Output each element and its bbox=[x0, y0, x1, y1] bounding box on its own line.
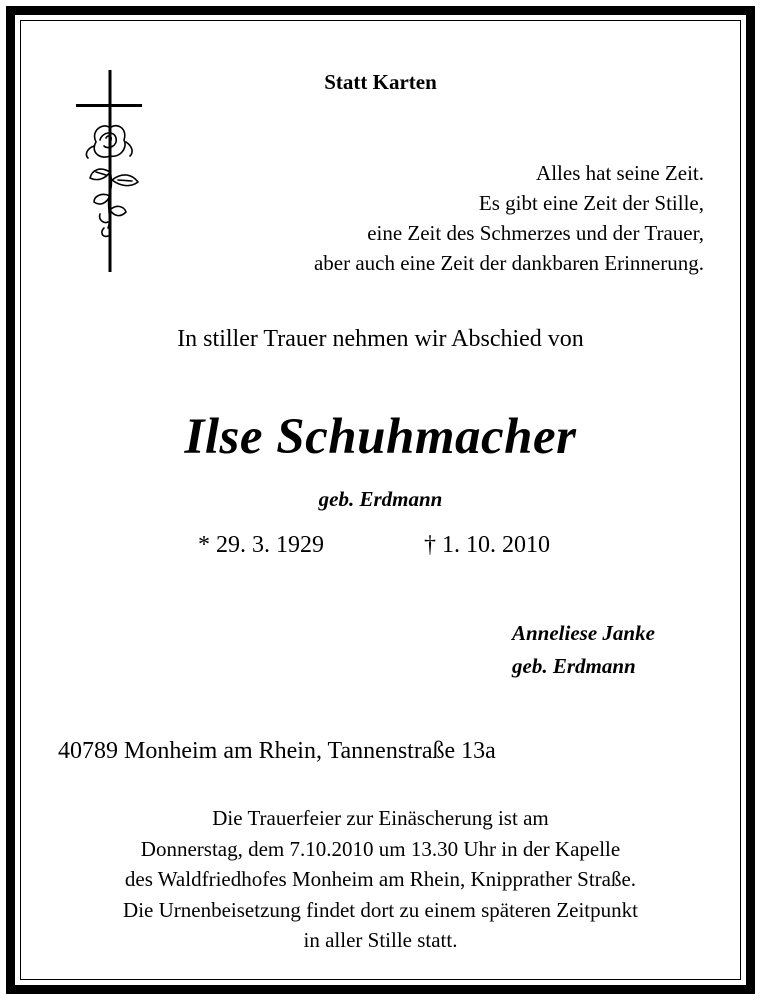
poem-line: Es gibt eine Zeit der Stille, bbox=[478, 191, 704, 215]
ceremony-line: Donnerstag, dem 7.10.2010 um 13.30 Uhr in der Kapelle bbox=[140, 836, 621, 861]
address: 40789 Monheim am Rhein, Tannenstraße 13a bbox=[58, 738, 496, 764]
death-date: † 1. 10. 2010 bbox=[424, 532, 550, 558]
ceremony-line: Die Trauerfeier zur Einäscherung ist am bbox=[212, 806, 549, 830]
mourner-maiden-name: geb. Erdmann bbox=[512, 654, 636, 678]
poem-line: eine Zeit des Schmerzes und der Trauer, bbox=[367, 221, 704, 245]
cross-with-rose-icon bbox=[70, 68, 150, 274]
heading-text: Statt Karten bbox=[324, 70, 437, 94]
maiden-name: geb. Erdmann bbox=[318, 487, 443, 511]
birth-date: * 29. 3. 1929 bbox=[198, 532, 324, 558]
poem-line: aber auch eine Zeit der dankbaren Erinnerung. bbox=[313, 251, 704, 275]
ceremony-info bbox=[0, 803, 761, 956]
poem-line: Alles hat seine Zeit. bbox=[536, 161, 704, 185]
mourner-name: Anneliese Janke bbox=[512, 621, 655, 645]
ceremony-line: in aller Stille statt. bbox=[303, 928, 458, 952]
mourner-block bbox=[512, 617, 655, 683]
deceased-name: Ilse Schuhmacher bbox=[184, 409, 577, 465]
ceremony-line: des Waldfriedhofes Monheim am Rhein, Knipprather Straße. bbox=[124, 867, 637, 891]
farewell-intro: In stiller Trauer nehmen wir Abschied von bbox=[177, 326, 584, 352]
poem bbox=[314, 158, 704, 278]
ceremony-line: Die Urnenbeisetzung findet dort zu einem späteren Zeitpunkt bbox=[123, 897, 638, 922]
